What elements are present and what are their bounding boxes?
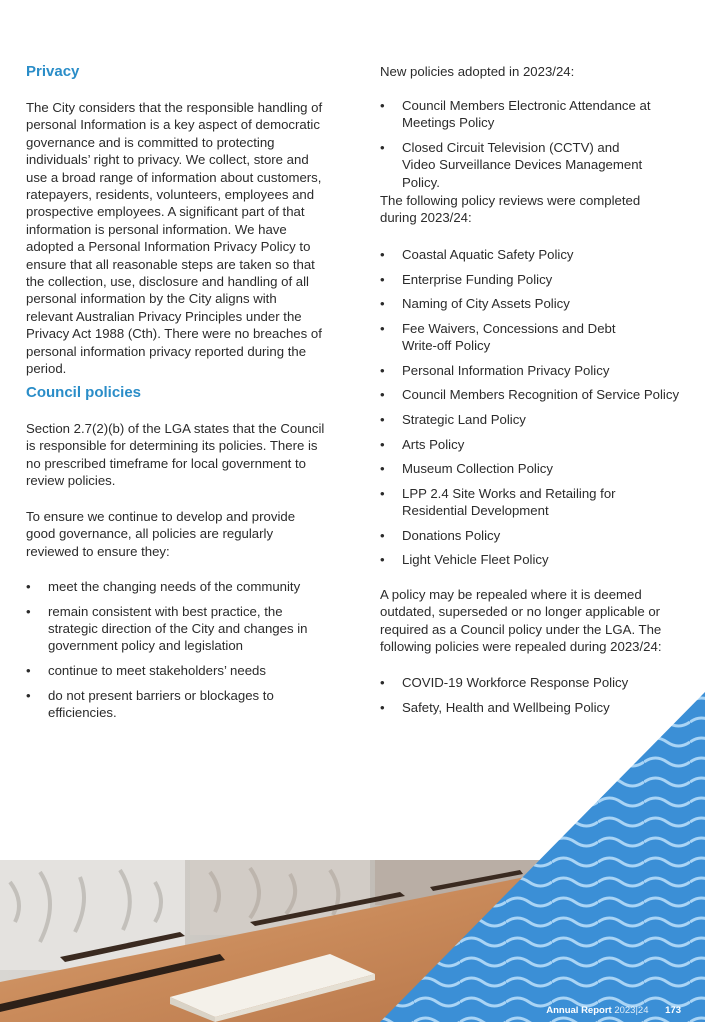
list-item: • do not present barriers or blockages to efficiencies. bbox=[26, 687, 278, 722]
list-item: • Council Members Electronic Attendance at Meetings Policy bbox=[380, 97, 670, 132]
list-item: • Council Members Recognition of Service Policy bbox=[380, 386, 685, 403]
page-number: 173 bbox=[665, 1005, 681, 1016]
new-policies-list bbox=[380, 97, 670, 198]
list-item: • continue to meet stakeholders’ needs bbox=[26, 662, 324, 679]
list-item: • LPP 2.4 Site Works and Retailing for Residential Development bbox=[380, 485, 622, 520]
report-year: 2023|24 bbox=[614, 1005, 649, 1016]
repealed-intro: A policy may be repealed where it is deemed outdated, superseded or no longer applicable or required as a Council policy under the LGA. The following policies were repealed during 2023/24: bbox=[380, 587, 662, 655]
reviews-list bbox=[380, 246, 685, 576]
list-item: • Coastal Aquatic Safety Policy bbox=[380, 246, 685, 263]
list-item: • COVID-19 Workforce Response Policy bbox=[380, 674, 670, 691]
privacy-paragraph: The City considers that the responsible handling of personal Information is a key aspect of democratic governance and is committed to protecting individuals’ right to privacy. We collect, store and use a broad range of information about customers, ratepayers, residents, volunteers, employees and prospective employees. A significant part of that information is personal information. We have adopted a Personal Information Privacy Policy to ensure that all reasonable steps are taken so that the collection, use, disclosure and handling of all personal information by the City aligns with relevant Australian Privacy Principles under the Privacy Act 1988 (Cth). There were no breaches of personal information privacy reported during the period. bbox=[26, 100, 323, 377]
privacy-heading: Privacy bbox=[26, 63, 80, 80]
list-item: • Light Vehicle Fleet Policy bbox=[380, 551, 685, 568]
footer-artwork bbox=[0, 692, 705, 1022]
list-item: • Naming of City Assets Policy bbox=[380, 295, 685, 312]
new-policies-intro: New policies adopted in 2023/24: bbox=[380, 64, 575, 79]
list-item: • Enterprise Funding Policy bbox=[380, 271, 685, 288]
list-item: • Strategic Land Policy bbox=[380, 411, 685, 428]
list-item: • Fee Waivers, Concessions and Debt Write-off Policy bbox=[380, 320, 617, 355]
report-label: Annual Report bbox=[546, 1005, 612, 1016]
list-item: • Personal Information Privacy Policy bbox=[380, 362, 685, 379]
page-footer bbox=[546, 1005, 681, 1016]
council-paragraph-2: To ensure we continue to develop and provide good governance, all policies are regularly reviewed to ensure they: bbox=[26, 509, 296, 559]
list-item: • Closed Circuit Television (CCTV) and Video Surveillance Devices Management Policy. bbox=[380, 139, 652, 191]
list-item: • meet the changing needs of the community bbox=[26, 578, 324, 595]
list-item: • Safety, Health and Wellbeing Policy bbox=[380, 699, 670, 716]
council-paragraph-1: Section 2.7(2)(b) of the LGA states that the Council is responsible for determining its policies. There is no prescribed timeframe for local government to review policies. bbox=[26, 421, 325, 489]
list-item: • Donations Policy bbox=[380, 527, 685, 544]
list-item: • Arts Policy bbox=[380, 436, 685, 453]
list-item: • remain consistent with best practice, the strategic direction of the City and changes in government policy and legislation bbox=[26, 603, 324, 655]
reviews-intro: The following policy reviews were completed during 2023/24: bbox=[380, 193, 641, 226]
council-policies-heading: Council policies bbox=[26, 384, 142, 401]
wave-pattern-triangle bbox=[380, 692, 705, 1022]
list-item: • Museum Collection Policy bbox=[380, 460, 685, 477]
